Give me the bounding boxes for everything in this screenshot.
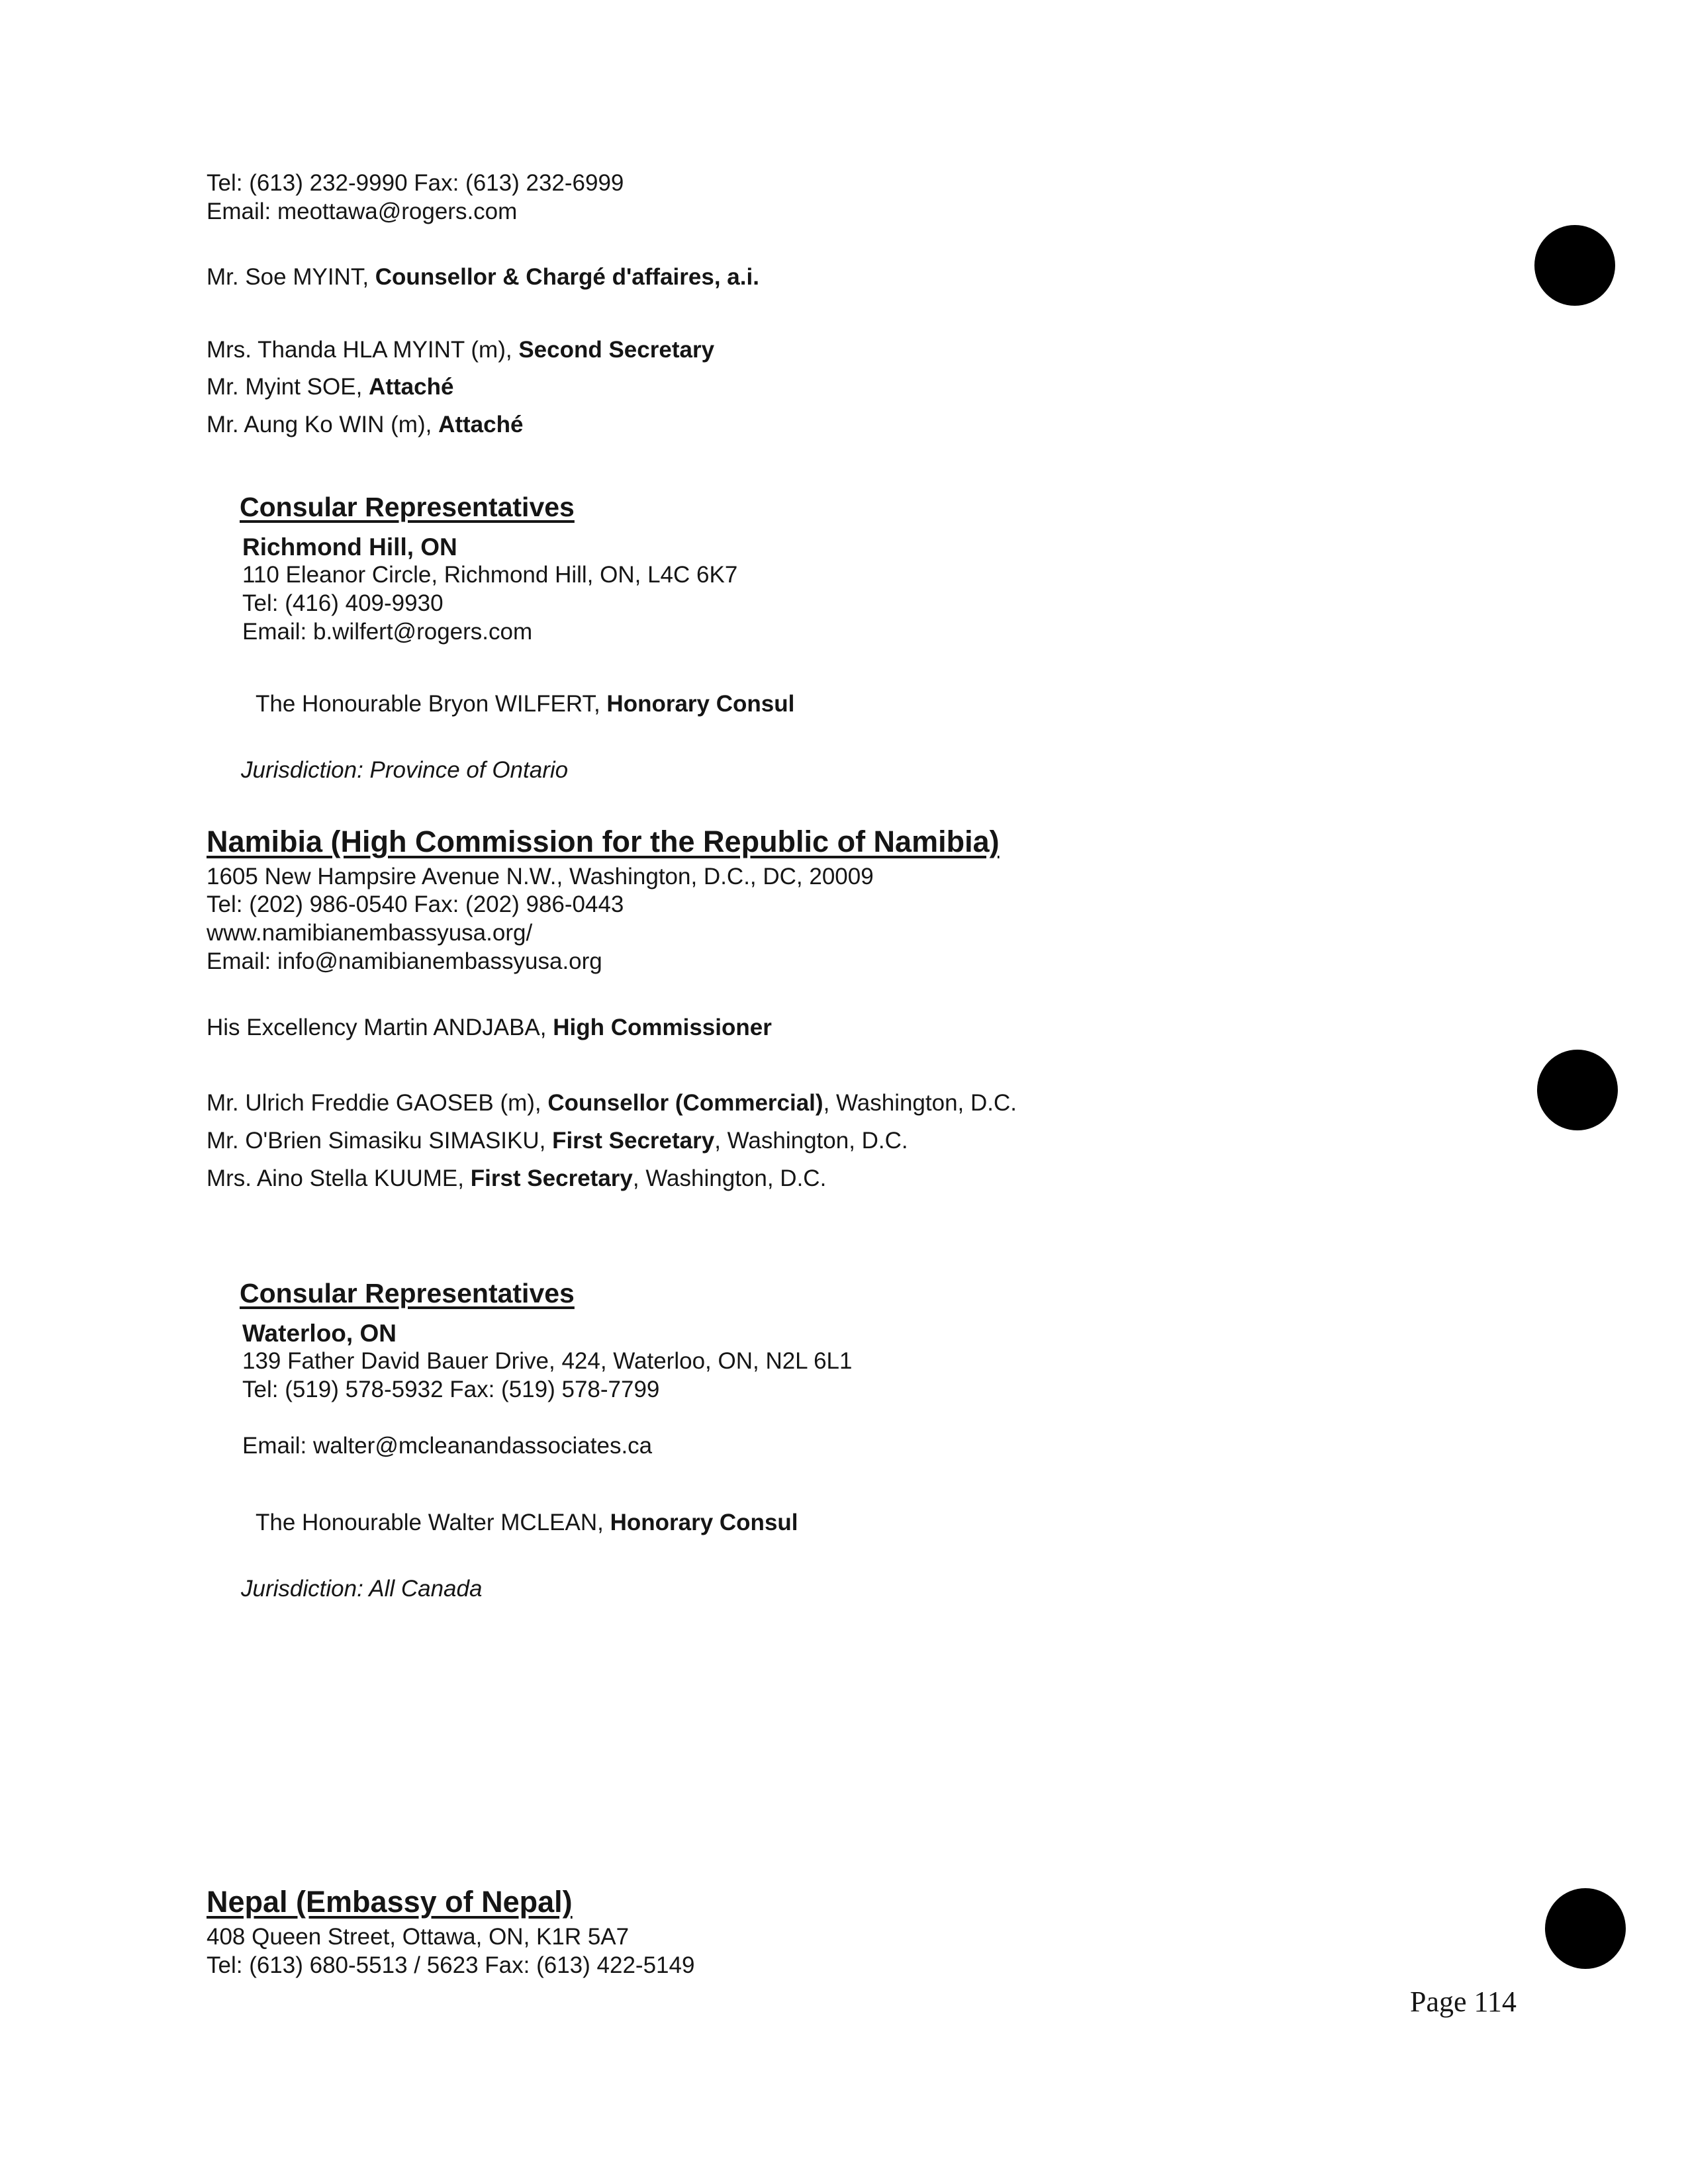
- namibia-email: Email: info@namibianembassyusa.org: [207, 948, 602, 974]
- official-name: Mr. Myint SOE,: [207, 374, 369, 400]
- official-title: Attaché: [369, 374, 454, 400]
- myanmar-tel: Tel: (613) 232-9990 Fax: (613) 232-6999: [207, 170, 624, 196]
- namibia-staff-3: [207, 1165, 826, 1193]
- punch-hole-middle: [1537, 1050, 1618, 1130]
- official-title: Second Secretary: [518, 337, 715, 363]
- nepal-tel: Tel: (613) 680-5513 / 5623 Fax: (613) 422-5149: [207, 1952, 695, 1978]
- namibia-website: www.namibianembassyusa.org/: [207, 920, 533, 946]
- official-location: , Washington, D.C.: [714, 1128, 908, 1154]
- official-name: His Excellency Martin ANDJABA,: [207, 1015, 553, 1040]
- namibia-consular-tel: Tel: (519) 578-5932 Fax: (519) 578-7799: [242, 1377, 660, 1402]
- official-name: Mr. Aung Ko WIN (m),: [207, 412, 439, 437]
- namibia-consular-heading: Consular Representatives: [240, 1278, 575, 1308]
- official-name: Mr. O'Brien Simasiku SIMASIKU,: [207, 1128, 553, 1154]
- official-location: , Washington, D.C.: [632, 1165, 827, 1191]
- myanmar-staff-3: [207, 411, 523, 439]
- official-title: Attaché: [438, 412, 524, 437]
- official-name: Mr. Soe MYINT,: [207, 264, 375, 290]
- official-title: First Secretary: [552, 1128, 715, 1154]
- official-name: Mr. Ulrich Freddie GAOSEB (m),: [207, 1090, 548, 1116]
- namibia-consular-address: 139 Father David Bauer Drive, 424, Waterloo, ON, N2L 6L1: [242, 1348, 853, 1374]
- punch-hole-bottom: [1545, 1888, 1626, 1969]
- myanmar-consular-address: 110 Eleanor Circle, Richmond Hill, ON, L4C 6K7: [242, 562, 738, 588]
- nepal-heading: Nepal (Embassy of Nepal): [207, 1885, 573, 1919]
- official-name: Mrs. Thanda HLA MYINT (m),: [207, 337, 519, 363]
- namibia-staff-1: [207, 1089, 1017, 1117]
- myanmar-consular-tel: Tel: (416) 409-9930: [242, 590, 444, 616]
- myanmar-email: Email: meottawa@rogers.com: [207, 199, 518, 224]
- namibia-address: 1605 New Hampsire Avenue N.W., Washington, D.C., DC, 20009: [207, 864, 874, 889]
- myanmar-consular-heading: Consular Representatives: [240, 492, 575, 522]
- official-title: First Secretary: [470, 1165, 633, 1191]
- nepal-address: 408 Queen Street, Ottawa, ON, K1R 5A7: [207, 1924, 630, 1950]
- myanmar-consular-email: Email: b.wilfert@rogers.com: [242, 619, 533, 645]
- official-title: Honorary Consul: [606, 691, 795, 717]
- namibia-head-of-mission: [207, 1014, 772, 1042]
- official-title: Honorary Consul: [610, 1510, 798, 1535]
- namibia-staff-2: [207, 1127, 908, 1155]
- punch-hole-top: [1534, 225, 1615, 306]
- myanmar-jurisdiction: Jurisdiction: Province of Ontario: [241, 757, 569, 783]
- official-location: , Washington, D.C.: [823, 1090, 1017, 1116]
- namibia-jurisdiction: Jurisdiction: All Canada: [241, 1576, 483, 1602]
- official-title: Counsellor (Commercial): [547, 1090, 823, 1116]
- myanmar-honorary-consul: [256, 690, 794, 718]
- official-title: High Commissioner: [553, 1015, 772, 1040]
- official-name: The Honourable Bryon WILFERT,: [256, 691, 607, 717]
- myanmar-consular-city: Richmond Hill, ON: [242, 533, 457, 561]
- official-title: Counsellor & Chargé d'affaires, a.i.: [375, 264, 759, 290]
- myanmar-head-of-mission: [207, 263, 759, 291]
- official-name: The Honourable Walter MCLEAN,: [256, 1510, 610, 1535]
- namibia-consular-email: Email: walter@mcleanandassociates.ca: [242, 1433, 653, 1459]
- page-number: Page 114: [1410, 1985, 1517, 2018]
- namibia-consular-city: Waterloo, ON: [242, 1320, 397, 1347]
- official-name: Mrs. Aino Stella KUUME,: [207, 1165, 471, 1191]
- namibia-heading: Namibia (High Commission for the Republic of Namibia): [207, 825, 1000, 858]
- namibia-honorary-consul: [256, 1509, 798, 1537]
- namibia-tel: Tel: (202) 986-0540 Fax: (202) 986-0443: [207, 891, 624, 917]
- myanmar-staff-1: [207, 336, 714, 364]
- myanmar-staff-2: [207, 373, 453, 401]
